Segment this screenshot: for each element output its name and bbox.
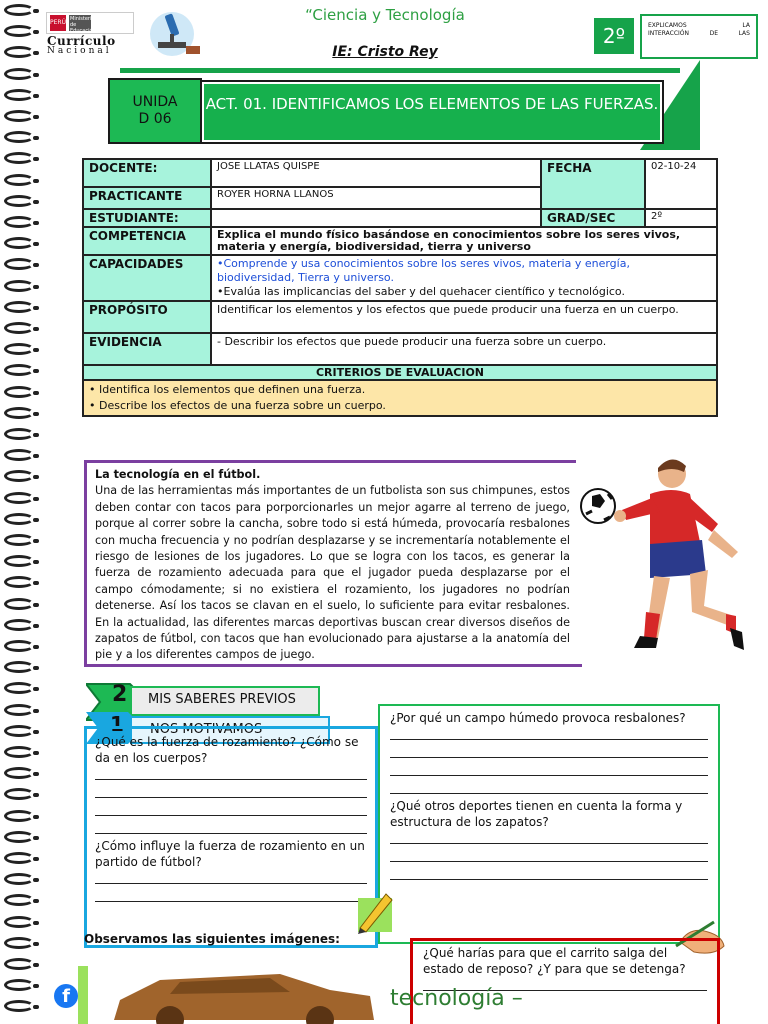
banner-rule <box>120 68 680 73</box>
spiral-ring <box>4 937 34 949</box>
unit-theme-box <box>640 14 758 59</box>
ministry-label: Ministerio de Educación <box>70 16 96 34</box>
answer-line[interactable] <box>95 766 367 780</box>
spiral-ring <box>4 428 34 440</box>
capacidad-item: •Evalúa las implicancias del saber y del quehacer científico y tecnológico. <box>217 285 625 298</box>
spiral-binding <box>0 0 40 1024</box>
gradsec-value: 2º <box>645 209 717 227</box>
criterios-list <box>83 380 717 416</box>
spiral-ring <box>4 852 34 864</box>
answer-line[interactable] <box>95 870 367 884</box>
section-nos-motivamos: NOS MOTIVAMOS <box>130 716 330 744</box>
minedu-logo <box>46 12 134 34</box>
spiral-ring <box>4 513 34 525</box>
spiral-ring <box>4 25 34 37</box>
spiral-ring <box>4 280 34 292</box>
theme-word: DE <box>709 30 718 37</box>
answer-line[interactable] <box>390 744 708 758</box>
spiral-ring <box>4 131 34 143</box>
spiral-ring <box>4 258 34 270</box>
spiral-ring <box>4 322 34 334</box>
reading-border-cap <box>572 460 576 463</box>
unit-label-line-1: UNIDA <box>132 94 178 110</box>
questions-right-box <box>378 704 720 944</box>
pencil-icon <box>350 884 400 934</box>
answer-line[interactable] <box>390 848 708 862</box>
answer-line[interactable] <box>390 866 708 880</box>
spiral-ring <box>4 364 34 376</box>
activity-info-table <box>82 158 718 417</box>
spiral-ring <box>4 301 34 313</box>
estudiante-value[interactable] <box>211 209 541 227</box>
spiral-ring <box>4 4 34 16</box>
spiral-ring <box>4 894 34 906</box>
criterio-item: • Identifica los elementos que definen una fuerza. <box>89 383 366 396</box>
spiral-ring <box>4 916 34 928</box>
unit-label <box>108 78 202 144</box>
spiral-ring <box>4 598 34 610</box>
competencia-label: COMPETENCIA <box>83 227 211 255</box>
reading-passage <box>84 460 574 667</box>
spiral-ring <box>4 449 34 461</box>
spiral-ring <box>4 152 34 164</box>
spiral-ring <box>4 810 34 822</box>
question-carrito: ¿Qué harías para que el carrito salga del estado de reposo? ¿Y para que se detenga? <box>423 946 686 976</box>
spiral-ring <box>4 979 34 991</box>
spiral-ring <box>4 746 34 758</box>
soccer-player-image <box>580 452 750 672</box>
answer-line[interactable] <box>95 888 367 902</box>
estudiante-label: ESTUDIANTE: <box>83 209 211 227</box>
spiral-ring <box>4 46 34 58</box>
spiral-ring <box>4 110 34 122</box>
gradsec-label: GRAD/SEC <box>541 209 645 227</box>
proposito-value: Identificar los elementos y los efectos que puede producir una fuerza en un cuerpo. <box>211 301 717 333</box>
footer-text: tecnología – <box>390 986 523 1011</box>
criterio-item: • Describe los efectos de una fuerza sobre un cuerpo. <box>89 399 386 412</box>
question-campo-humedo: ¿Por qué un campo húmedo provoca resbalones? <box>390 711 686 725</box>
spiral-ring <box>4 831 34 843</box>
question-otros-deportes: ¿Qué otros deportes tienen en cuenta la forma y estructura de los zapatos? <box>390 799 683 829</box>
spiral-ring <box>4 470 34 482</box>
motivamos-number: 1 <box>110 712 124 736</box>
spiral-ring <box>4 767 34 779</box>
spiral-ring <box>4 407 34 419</box>
facebook-icon[interactable]: f <box>54 984 78 1008</box>
spiral-ring <box>4 682 34 694</box>
questions-left-box <box>84 726 378 948</box>
footer-accent-bar <box>78 966 88 1024</box>
brand-curriculo: Currículo <box>47 34 116 48</box>
spiral-ring <box>4 216 34 228</box>
reading-title: La tecnología en el fútbol. <box>95 468 261 481</box>
answer-line[interactable] <box>95 802 367 816</box>
answer-line[interactable] <box>390 762 708 776</box>
school-name: IE: Cristo Rey <box>332 44 438 60</box>
activity-title: ACT. 01. IDENTIFICAMOS LOS ELEMENTOS DE LAS FUERZAS. <box>202 82 662 142</box>
competencia-value: Explica el mundo físico basándose en conocimientos sobre los seres vivos, materia y energía, biodiversidad, tierra y universo <box>211 227 717 255</box>
spiral-ring <box>4 89 34 101</box>
spiral-ring <box>4 619 34 631</box>
answer-line[interactable] <box>390 830 708 844</box>
evidencia-label: EVIDENCIA <box>83 333 211 365</box>
spiral-ring <box>4 725 34 737</box>
unit-label-line-2: D 06 <box>138 111 172 127</box>
toy-car-image <box>100 960 390 1024</box>
spiral-ring <box>4 958 34 970</box>
fecha-value: 02-10-24 <box>645 159 717 209</box>
spiral-ring <box>4 68 34 80</box>
page-header-title: “Ciencia y Tecnología <box>305 6 465 24</box>
spiral-ring <box>4 704 34 716</box>
answer-line[interactable] <box>95 820 367 834</box>
capacidades-label: CAPACIDADES <box>83 255 211 301</box>
question-influye: ¿Cómo influye la fuerza de rozamiento en un partido de fútbol? <box>95 839 365 869</box>
practicante-label: PRACTICANTE <box>83 187 211 209</box>
spiral-ring <box>4 195 34 207</box>
reading-body: Una de las herramientas más importantes de un futbolista son sus chimpunes, estos deben contar con tacos para porporcionarles un mejor agarre al terreno de juego, porque al correr sobre la cancha, sobre todo si está húmeda, provocaría resbalones con mucha frecuencia y no podrían desplazarse y se incrementaría notablemente el riesgo de lesiones de los jugadores. Lo que se logra con los tacos, es generar la fuerza de rozamiento adecuada para que el jugador pueda desplazarse por el campo cómodamente; si no existiera el rozamiento, los jugadores no podrían detenerse. Así los tacos se clavan en el suelo, lo suficiente para evitar resbalones. En la actualidad, las diferentes marcas deportivas buscan crear diversos diseños de zapatos de fútbol, con tacos que han evolucionado para ajustarse a la anatomía del pie y a los diferentes campos de juego. <box>95 484 570 662</box>
docente-value: JOSE LLATAS QUISPE <box>211 159 541 187</box>
spiral-ring <box>4 873 34 885</box>
theme-word: INTERACCIÓN <box>648 30 689 37</box>
questions-carrito-box <box>410 938 720 1024</box>
evidencia-value: - Describir los efectos que puede producir una fuerza sobre un cuerpo. <box>211 333 717 365</box>
capacidades-value <box>211 255 717 301</box>
saberes-number: 2 <box>112 682 128 707</box>
spiral-ring <box>4 386 34 398</box>
spiral-ring <box>4 492 34 504</box>
docente-label: DOCENTE: <box>83 159 211 187</box>
spiral-ring <box>4 661 34 673</box>
theme-word: LAS <box>738 30 750 37</box>
spiral-ring <box>4 174 34 186</box>
theme-word: EXPLICAMOS <box>648 22 687 29</box>
microscope-icon <box>140 8 204 58</box>
capacidad-item: •Comprende y usa conocimientos sobre los seres vivos, materia y energía, biodiversidad, Tierra y universo. <box>217 257 630 284</box>
spiral-ring <box>4 555 34 567</box>
practicante-value: ROYER HORNA LLANOS <box>211 187 541 209</box>
spiral-ring <box>4 237 34 249</box>
spiral-ring <box>4 343 34 355</box>
grade-badge: 2º <box>594 18 634 54</box>
answer-line[interactable] <box>95 784 367 798</box>
peru-badge: PERÚ <box>50 15 66 31</box>
answer-line[interactable] <box>390 780 708 794</box>
spiral-ring <box>4 640 34 652</box>
fecha-label: FECHA <box>541 159 645 209</box>
brand-nacional: Nacional <box>47 46 112 56</box>
answer-line[interactable] <box>390 726 708 740</box>
proposito-label: PROPÓSITO <box>83 301 211 333</box>
spiral-ring <box>4 576 34 588</box>
spiral-ring <box>4 788 34 800</box>
section-saberes-previos: MIS SABERES PREVIOS <box>130 686 320 716</box>
observamos-heading: Observamos las siguientes imágenes: <box>84 932 340 946</box>
theme-word: LA <box>742 22 750 29</box>
criterios-heading: CRITERIOS DE EVALUACION <box>83 365 717 380</box>
question-rozamiento: ¿Qué es la fuerza de rozamiento? ¿Cómo se da en los cuerpos? <box>95 735 359 765</box>
spiral-ring <box>4 534 34 546</box>
spiral-ring <box>4 1000 34 1012</box>
